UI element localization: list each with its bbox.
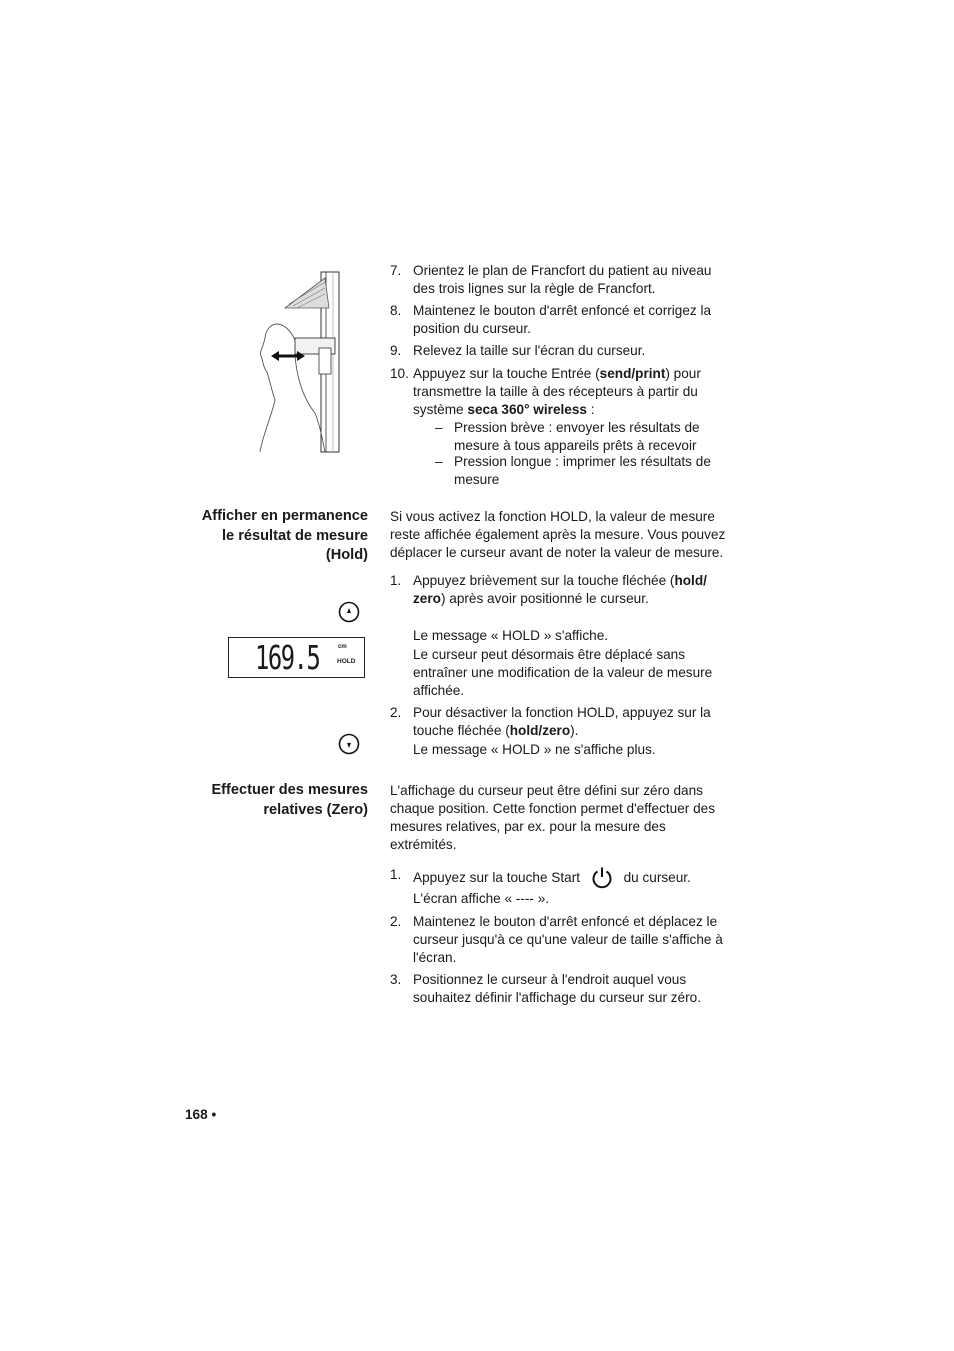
list-item bbox=[390, 572, 735, 608]
arrow-key-icon bbox=[338, 733, 360, 755]
step-number: 7. bbox=[390, 263, 402, 278]
dash-bullet: – bbox=[435, 420, 443, 435]
display-value: 169.5 bbox=[255, 638, 320, 677]
sub-item-text: Pression longue : imprimer les résultats de mesure bbox=[454, 454, 711, 487]
step-text: Relevez la taille sur l'écran du curseur. bbox=[413, 343, 646, 358]
list-item bbox=[390, 704, 735, 740]
arrow-key-icon bbox=[338, 601, 360, 623]
step-text: Maintenez le bouton d'arrêt enfoncé et déplacez le curseur jusqu'à ce qu'une valeur de taille s'affiche à l'écran. bbox=[413, 914, 723, 965]
step-text: Maintenez le bouton d'arrêt enfoncé et corrigez la position du curseur. bbox=[413, 303, 712, 336]
sub-list-item bbox=[435, 453, 735, 489]
step-number: 8. bbox=[390, 303, 402, 318]
step-number: 2. bbox=[390, 705, 402, 720]
step-number: 1. bbox=[390, 867, 402, 882]
step-text: Pour désactiver la fonction HOLD, appuyez sur la touche fléchée (hold/zero). bbox=[413, 705, 711, 738]
page-number: 168 • bbox=[185, 1107, 217, 1122]
power-icon bbox=[590, 866, 614, 890]
step-number: 2. bbox=[390, 914, 402, 929]
stadiometer-illustration bbox=[255, 268, 347, 454]
step-text: Appuyez sur la touche Start du curseur. bbox=[413, 866, 735, 890]
step-note: Le curseur peut désormais être déplacé sans entraîner une modification de la valeur de mesure affichée. bbox=[413, 647, 713, 698]
sub-item-text: Pression brève : envoyer les résultats de mesure à tous appareils prêts à recevoir bbox=[454, 420, 700, 453]
step-text: Appuyez sur la touche Entrée (send/print) pour transmettre la taille à des récepteurs à partir du système seca 360° wireless : bbox=[413, 366, 701, 417]
section-heading-zero: Effectuer des mesures relatives (Zero) bbox=[211, 782, 368, 818]
sub-list-item bbox=[435, 419, 735, 455]
zero-intro: L'affichage du curseur peut être défini sur zéro dans chaque position. Cette fonction permet d'effectuer des mesures relatives, par ex. pour la mesure des extrémités. bbox=[390, 783, 716, 852]
step-text: Orientez le plan de Francfort du patient au niveau des trois lignes sur la règle de Francfort. bbox=[413, 263, 712, 296]
hold-intro: Si vous activez la fonction HOLD, la valeur de mesure reste affichée également après la mesure. Vous pouvez déplacer le curseur avant de noter la valeur de mesure. bbox=[390, 509, 726, 560]
step-text: Positionnez le curseur à l'endroit auquel vous souhaitez définir l'affichage du curseur sur zéro. bbox=[413, 972, 701, 1005]
list-item bbox=[390, 302, 735, 338]
step-text: Appuyez brièvement sur la touche fléchée (hold/ zero) après avoir positionné le curseur. bbox=[413, 573, 707, 606]
step-note: L'écran affiche « ---- ». bbox=[413, 891, 550, 906]
step-number: 1. bbox=[390, 573, 402, 588]
step-note: Le message « HOLD » ne s'affiche plus. bbox=[413, 742, 656, 757]
display-hold-indicator: HOLD bbox=[337, 658, 356, 665]
list-item bbox=[390, 262, 735, 298]
list-item bbox=[390, 866, 735, 890]
step-note: Le message « HOLD » s'affiche. bbox=[413, 628, 609, 643]
cursor-display bbox=[228, 637, 365, 678]
step-number: 3. bbox=[390, 972, 402, 987]
section-heading-hold: Afficher en permanence le résultat de mesure (Hold) bbox=[201, 508, 368, 563]
list-item bbox=[390, 971, 735, 1007]
display-unit: cm bbox=[338, 644, 347, 650]
dash-bullet: – bbox=[435, 454, 443, 469]
list-item bbox=[390, 342, 735, 360]
step-number: 10. bbox=[390, 366, 409, 381]
list-item bbox=[390, 913, 735, 967]
step-number: 9. bbox=[390, 343, 402, 358]
list-item bbox=[390, 365, 735, 419]
